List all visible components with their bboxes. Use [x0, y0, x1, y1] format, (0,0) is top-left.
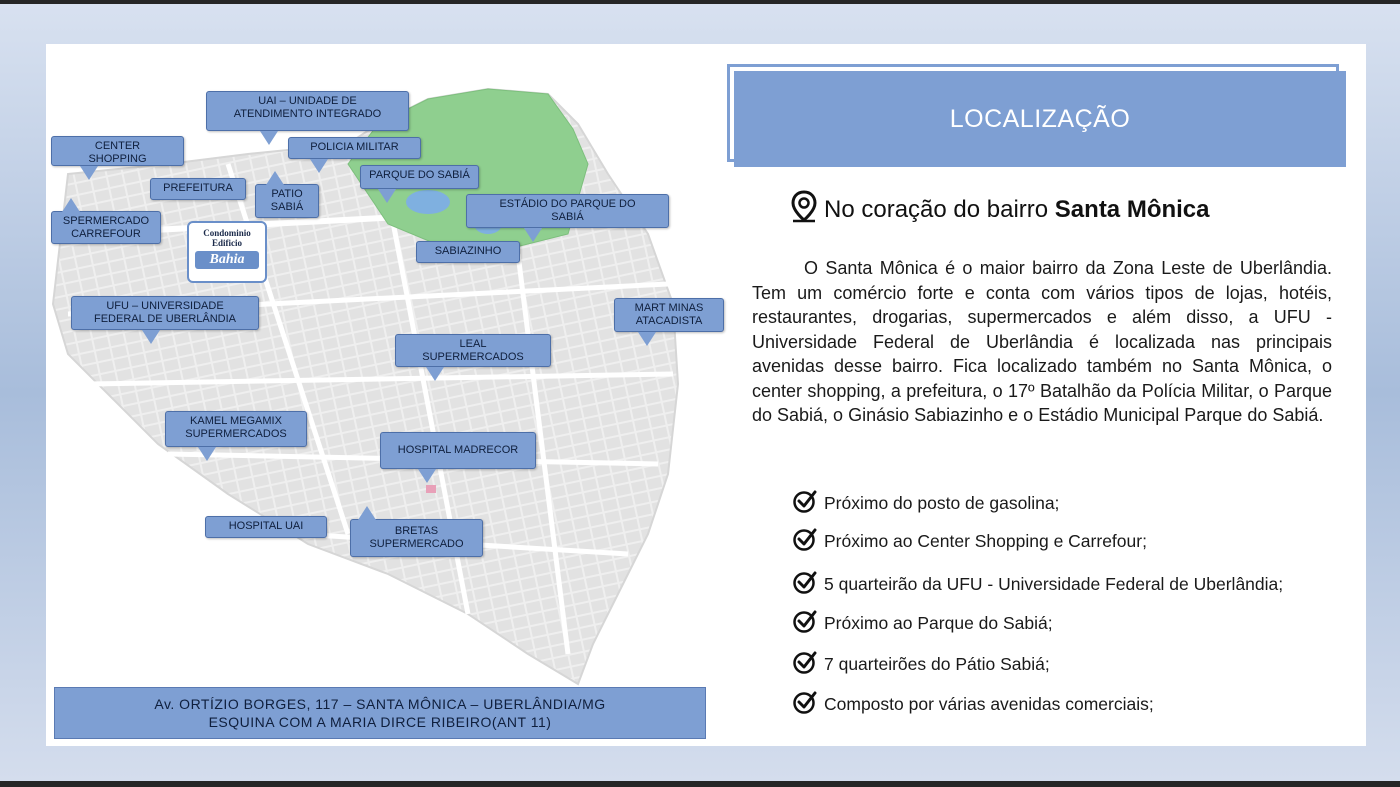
callout-tail	[638, 332, 656, 346]
page-title: LOCALIZAÇÃO	[734, 71, 1346, 167]
heading-text: No coração do bairro Santa Mônica	[824, 196, 1210, 223]
callout-carrefour: SPERMERCADO CARREFOUR	[51, 211, 161, 244]
bullet-item	[792, 488, 1059, 519]
callout-patio-sabia: PATIO SABIÁ	[255, 184, 319, 218]
bullet-item	[792, 649, 1050, 680]
callout-leal: LEAL SUPERMERCADOS	[395, 334, 551, 367]
callout-tail	[266, 171, 284, 185]
lake	[406, 190, 450, 214]
callout-tail	[260, 131, 278, 145]
heading-bold: Santa Mônica	[1054, 196, 1210, 223]
check-circle-icon	[792, 569, 818, 600]
callout-kamel: KAMEL MEGAMIX SUPERMERCADOS	[165, 411, 307, 447]
location-pin-icon	[790, 190, 818, 231]
description-paragraph: O Santa Mônica é o maior bairro da Zona Leste de Uberlândia. Tem um comércio forte e conta com vários tipos de lojas, hotéis, restaurantes, drogarias, supermercados e além disso, a UFU - Universidade Federal de Uberlândia é localizada nas principais avenidas desse bairro. Fica localizado também no Santa Mônica, o center shopping, a prefeitura, o 17º Batalhão da Polícia Militar, o Parque do Sabiá, o Ginásio Sabiazinho e o Estádio Municipal Parque do Sabiá.	[752, 258, 1332, 425]
callout-ufu: UFU – UNIVERSIDADE FEDERAL DE UBERLÂNDIA	[71, 296, 259, 330]
slide	[46, 44, 1366, 746]
address-line1: Av. ORTÍZIO BORGES, 117 – SANTA MÔNICA – UBERLÂNDIA/MG	[154, 696, 606, 712]
logo-line3: Bahia	[195, 251, 259, 269]
check-circle-icon	[792, 649, 818, 680]
callout-tail	[358, 506, 376, 520]
callout-uai: UAI – UNIDADE DE ATENDIMENTO INTEGRADO	[206, 91, 409, 131]
address-line2: ESQUINA COM A MARIA DIRCE RIBEIRO(ANT 11)	[208, 714, 552, 730]
bullet-text: Próximo do posto de gasolina;	[824, 493, 1060, 513]
callout-tail	[524, 228, 542, 242]
logo-line1: Condominio	[203, 228, 251, 238]
bullet-text: Próximo ao Parque do Sabiá;	[824, 613, 1053, 633]
callout-bretas: BRETAS SUPERMERCADO	[350, 519, 483, 557]
callout-mart-minas: MART MINAS ATACADISTA	[614, 298, 724, 332]
callout-tail	[378, 189, 396, 203]
callout-prefeitura: PREFEITURA	[150, 178, 246, 200]
check-circle-icon	[792, 488, 818, 519]
callout-estadio: ESTÁDIO DO PARQUE DO SABIÁ	[466, 194, 669, 228]
bullet-text: Composto por várias avenidas comerciais;	[824, 694, 1154, 714]
callout-policia-militar: POLICIA MILITAR	[288, 137, 421, 159]
bullet-text: 5 quarteirão da UFU - Universidade Federal de Uberlândia;	[824, 574, 1284, 594]
section-heading	[790, 190, 1210, 230]
callout-hospital-uai: HOSPITAL UAI	[205, 516, 327, 538]
bullet-text: 7 quarteirões do Pátio Sabiá;	[824, 654, 1050, 674]
bullet-item	[792, 608, 1053, 639]
bullet-item	[792, 526, 1147, 557]
logo-line2: Edificio	[211, 238, 242, 248]
callout-tail	[80, 166, 98, 180]
callout-tail	[418, 469, 436, 483]
callout-sabiazinho: SABIAZINHO	[416, 241, 520, 263]
bullet-item	[792, 689, 1154, 720]
bullet-item	[792, 569, 1283, 600]
building-marker	[426, 485, 436, 493]
callout-tail	[198, 447, 216, 461]
condominio-logo	[187, 221, 267, 283]
check-circle-icon	[792, 608, 818, 639]
callout-parque-sabia: PARQUE DO SABIÁ	[360, 165, 479, 189]
callout-center-shopping: CENTER SHOPPING	[51, 136, 184, 166]
callout-tail	[310, 159, 328, 173]
check-circle-icon	[792, 526, 818, 557]
location-map	[48, 54, 728, 694]
callout-madrecor: HOSPITAL MADRECOR	[380, 432, 536, 469]
callout-tail	[426, 367, 444, 381]
callout-tail	[62, 198, 80, 212]
callout-tail	[142, 330, 160, 344]
address-box	[54, 687, 706, 739]
check-circle-icon	[792, 689, 818, 720]
bullet-text: Próximo ao Center Shopping e Carrefour;	[824, 531, 1147, 551]
slide-frame	[0, 4, 1400, 781]
